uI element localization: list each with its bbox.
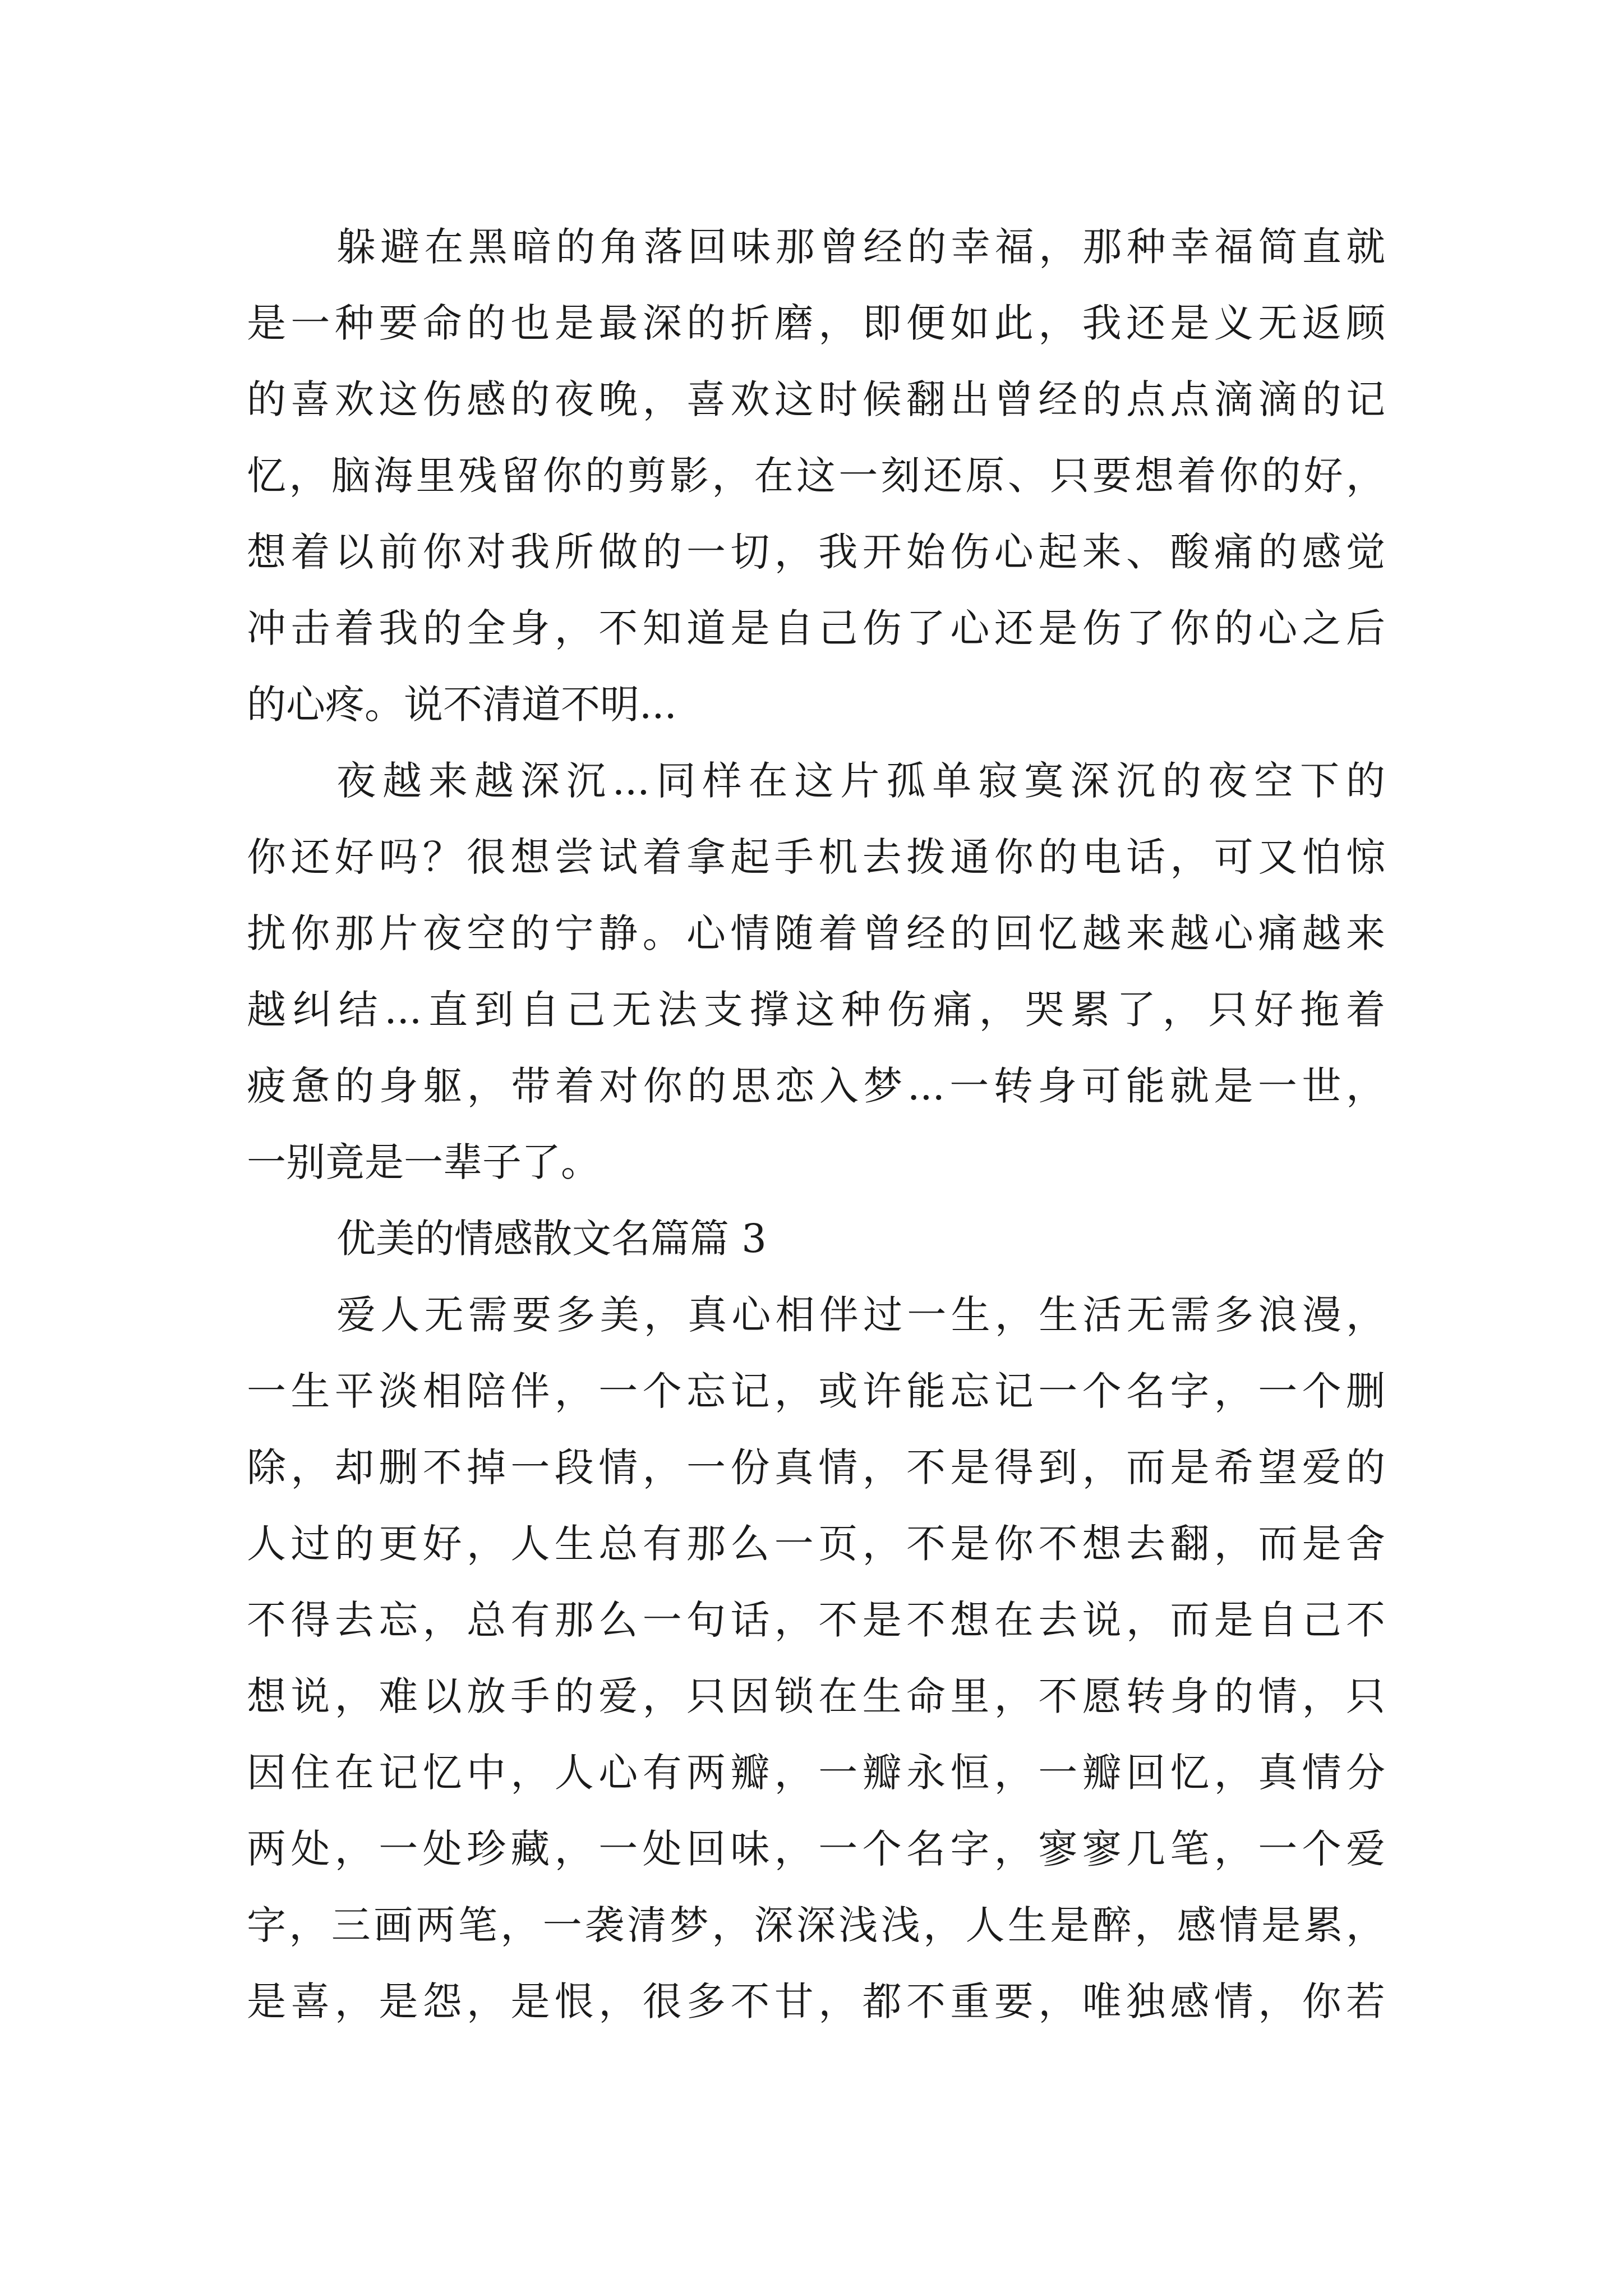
text-line: 除，却删不掉一段情，一份真情，不是得到，而是希望爱的: [247, 1444, 1385, 1490]
text-line: 一别竟是一辈子了。: [247, 1139, 600, 1185]
text-line: 越纠结...直到自己无法支撑这种伤痛，哭累了，只好拖着: [247, 987, 1385, 1033]
text-line: 因住在记忆中，人心有两瓣，一瓣永恒，一瓣回忆，真情分: [247, 1750, 1385, 1796]
section-heading: 优美的情感散文名篇篇 3: [336, 1216, 767, 1262]
text-line: 扰你那片夜空的宁静。心情随着曾经的回忆越来越心痛越来: [247, 910, 1385, 956]
text-line: 想说，难以放手的爱，只因锁在生命里，不愿转身的情，只: [247, 1673, 1385, 1719]
text-line: 想着以前你对我所做的一切，我开始伤心起来、酸痛的感觉: [247, 529, 1385, 575]
text-line: 一生平淡相陪伴，一个忘记，或许能忘记一个名字，一个删: [247, 1368, 1385, 1414]
text-line: 冲击着我的全身，不知道是自己伤了心还是伤了你的心之后: [247, 605, 1385, 651]
text-line: 字，三画两笔，一袭清梦，深深浅浅，人生是醉，感情是累，: [247, 1902, 1385, 1948]
text-line: 的喜欢这伤感的夜晚，喜欢这时候翻出曾经的点点滴滴的记: [247, 376, 1385, 422]
text-line: 忆，脑海里残留你的剪影，在这一刻还原、只要想着你的好，: [247, 453, 1385, 499]
text-line: 不得去忘，总有那么一句话，不是不想在去说，而是自己不: [247, 1597, 1385, 1643]
text-line: 你还好吗？很想尝试着拿起手机去拨通你的电话，可又怕惊: [247, 834, 1385, 880]
text-line: 的心疼。说不清道不明...: [247, 682, 677, 728]
text-line: 疲惫的身躯，带着对你的思恋入梦...一转身可能就是一世，: [247, 1063, 1385, 1109]
text-line: 夜越来越深沉...同样在这片孤单寂寞深沉的夜空下的: [336, 758, 1385, 804]
text-line: 人过的更好，人生总有那么一页，不是你不想去翻，而是舍: [247, 1521, 1385, 1567]
text-line: 是喜，是怨，是恨，很多不甘，都不重要，唯独感情，你若: [247, 1978, 1385, 2024]
text-line: 是一种要命的也是最深的折磨，即便如此，我还是义无返顾: [247, 300, 1385, 346]
text-line: 爱人无需要多美，真心相伴过一生，生活无需多浪漫，: [336, 1292, 1385, 1338]
text-line: 两处，一处珍藏，一处回味，一个名字，寥寥几笔，一个爱: [247, 1826, 1385, 1872]
text-line: 躲避在黑暗的角落回味那曾经的幸福，那种幸福简直就: [336, 224, 1385, 270]
